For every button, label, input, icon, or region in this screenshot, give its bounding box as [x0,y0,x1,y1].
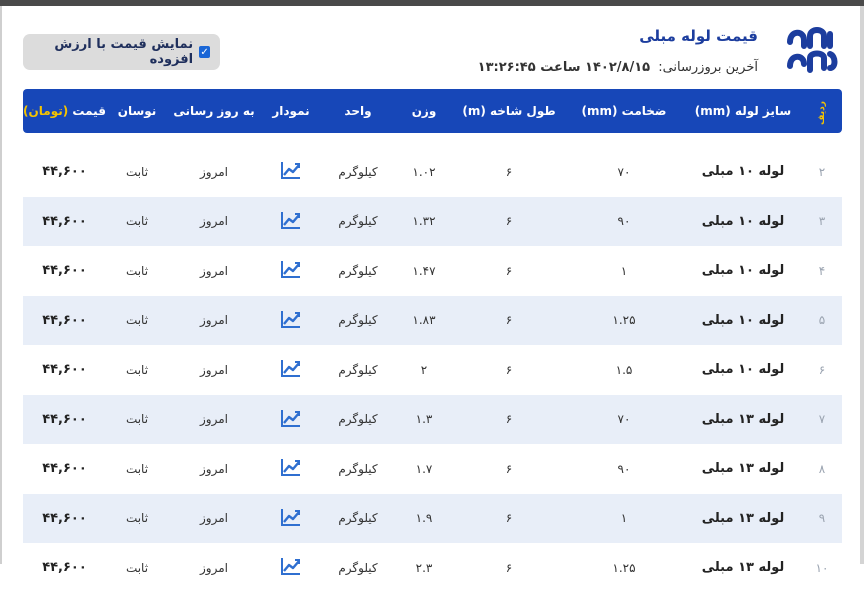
row-price: ۴۴,۶۰۰ [42,213,87,229]
row-price: ۴۴,۶۰۰ [42,411,87,427]
row-unit: کیلوگرم [338,511,378,526]
row-weight: ۱.۸۳ [412,313,436,328]
price-table [23,89,842,593]
row-trend: ثابت [125,214,149,229]
frame-left-border [0,6,2,564]
row-size: لوله ۱۰ مبلی [701,213,785,229]
row-weight: ۲.۳ [415,560,433,575]
row-length: ۶ [505,560,513,575]
row-updated: امروز [200,263,228,278]
row-chart [260,408,322,431]
row-price: ۴۴,۶۰۰ [42,362,87,378]
row-length: ۶ [505,412,513,427]
chart-line-icon[interactable] [280,408,302,428]
row-unit: کیلوگرم [338,412,378,427]
row-trend: ثابت [125,461,149,476]
row-chart [260,259,322,282]
row-thickness: ۱ [620,263,628,278]
row-updated: امروز [200,461,228,476]
last-updated-label: آخرین بروزرسانی: [658,60,758,75]
row-weight: ۱.۷ [415,461,433,476]
row-weight: ۱.۹ [415,511,433,526]
row-index: ۴ [818,263,826,278]
col-trend-header[interactable]: نوسان [117,104,157,118]
table-header [23,89,842,133]
row-index: ۹ [818,511,826,526]
col-price-header[interactable] [23,104,106,118]
vat-price-toggle[interactable] [23,34,220,70]
vat-toggle-label: نمایش قیمت با ارزش افزوده [54,37,194,67]
row-index: ۸ [818,461,826,476]
col-thickness-header[interactable]: ضخامت (mm) [581,104,667,118]
row-index: ۶ [818,362,826,377]
table-row[interactable] [23,395,842,445]
row-unit: کیلوگرم [338,214,378,229]
row-chart [260,309,322,332]
row-size: لوله ۱۳ مبلی [701,411,785,427]
row-price: ۴۴,۶۰۰ [42,312,87,328]
row-length: ۶ [505,164,513,179]
row-thickness: ۷۰ [617,164,631,179]
row-index: ۷ [818,412,826,427]
row-updated: امروز [200,164,228,179]
table-row[interactable] [23,543,842,593]
row-index: ۱۰ [815,560,829,575]
table-row[interactable] [23,494,842,544]
row-chart [260,507,322,530]
col-unit-header[interactable]: واحد [344,104,372,118]
row-size: لوله ۱۰ مبلی [701,312,785,328]
chart-line-icon[interactable] [280,556,302,576]
row-size: لوله ۱۰ مبلی [701,263,785,279]
row-updated: امروز [200,412,228,427]
row-unit: کیلوگرم [338,164,378,179]
row-weight: ۲ [420,362,428,377]
table-scroll-gap [23,133,842,147]
row-trend: ثابت [125,560,149,575]
last-updated-value: ۱۴۰۲/۸/۱۵ ساعت ۱۳:۲۶:۴۵ [477,60,651,75]
vat-checkbox[interactable]: ✓ [200,46,209,58]
window-top-bar [0,0,864,6]
row-size: لوله ۱۰ مبلی [701,362,785,378]
row-weight: ۱.۳ [415,412,433,427]
row-unit: کیلوگرم [338,263,378,278]
row-updated: امروز [200,362,228,377]
row-length: ۶ [505,362,513,377]
row-updated: امروز [200,511,228,526]
row-price: ۴۴,۶۰۰ [42,263,87,279]
brand-logo [784,22,842,76]
table-body [23,147,842,593]
table-row[interactable] [23,147,842,197]
col-index-header: ردیف [817,101,827,125]
row-unit: کیلوگرم [338,362,378,377]
row-weight: ۱.۴۷ [412,263,436,278]
row-size: لوله ۱۳ مبلی [701,560,785,576]
row-chart [260,210,322,233]
chart-line-icon[interactable] [280,358,302,378]
row-price: ۴۴,۶۰۰ [42,510,87,526]
row-thickness: ۱.۵ [615,362,633,377]
row-price: ۴۴,۶۰۰ [42,461,87,477]
row-chart [260,358,322,381]
row-updated: امروز [200,560,228,575]
row-thickness: ۱.۲۵ [612,313,636,328]
col-chart-header: نمودار [272,104,310,118]
col-updated-header[interactable]: به روز رسانی [173,104,255,118]
row-weight: ۱.۳۲ [412,214,436,229]
table-row[interactable] [23,444,842,494]
row-chart [260,160,322,183]
row-unit: کیلوگرم [338,560,378,575]
table-row[interactable] [23,345,842,395]
row-updated: امروز [200,313,228,328]
table-row[interactable] [23,296,842,346]
price-header-label: قیمت [72,104,106,118]
row-thickness: ۷۰ [617,412,631,427]
price-unit-label: (تومان) [23,104,69,118]
row-length: ۶ [505,461,513,476]
table-row[interactable] [23,197,842,247]
row-thickness: ۱ [620,511,628,526]
row-size: لوله ۱۳ مبلی [701,461,785,477]
page-title: قیمت لوله مبلی [639,27,758,45]
row-chart [260,556,322,579]
row-trend: ثابت [125,164,149,179]
scrollbar-track[interactable] [860,6,864,564]
row-length: ۶ [505,263,513,278]
row-trend: ثابت [125,511,149,526]
row-length: ۶ [505,313,513,328]
row-unit: کیلوگرم [338,461,378,476]
chart-line-icon[interactable] [280,457,302,477]
col-size-header[interactable]: سایز لوله (mm) [694,104,792,118]
row-unit: کیلوگرم [338,313,378,328]
chart-line-icon[interactable] [280,210,302,230]
row-index: ۵ [818,313,826,328]
chart-line-icon[interactable] [280,309,302,329]
row-size: لوله ۱۳ مبلی [701,510,785,526]
last-updated [398,60,758,75]
row-weight: ۱.۰۲ [412,164,436,179]
chart-line-icon[interactable] [280,160,302,180]
row-trend: ثابت [125,362,149,377]
col-weight-header[interactable]: وزن [411,104,437,118]
row-trend: ثابت [125,263,149,278]
row-trend: ثابت [125,313,149,328]
col-length-header[interactable]: طول شاخه (m) [462,104,556,118]
row-thickness: ۹۰ [617,214,631,229]
table-row[interactable] [23,246,842,296]
row-size: لوله ۱۰ مبلی [701,164,785,180]
row-updated: امروز [200,214,228,229]
chart-line-icon[interactable] [280,507,302,527]
row-thickness: ۹۰ [617,461,631,476]
row-chart [260,457,322,480]
row-index: ۳ [818,214,826,229]
row-length: ۶ [505,511,513,526]
row-index: ۲ [818,164,826,179]
row-trend: ثابت [125,412,149,427]
row-length: ۶ [505,214,513,229]
row-price: ۴۴,۶۰۰ [42,164,87,180]
row-price: ۴۴,۶۰۰ [42,560,87,576]
chart-line-icon[interactable] [280,259,302,279]
row-thickness: ۱.۲۵ [612,560,636,575]
